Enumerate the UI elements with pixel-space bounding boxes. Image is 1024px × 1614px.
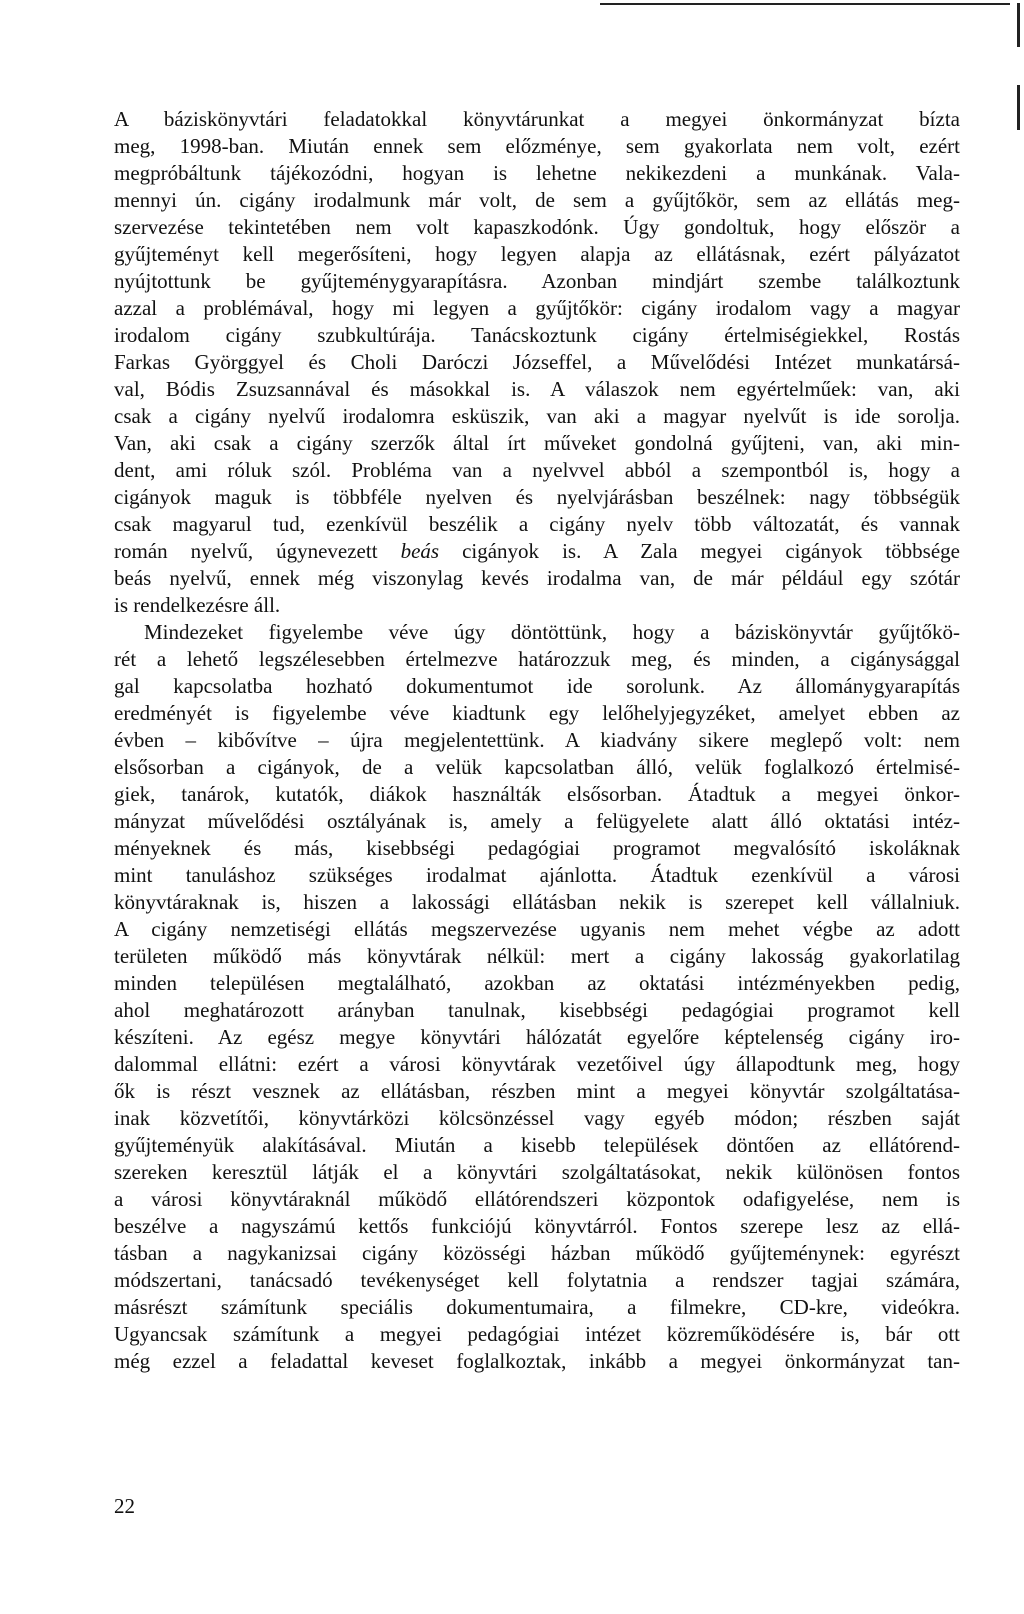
text-line: gyűjteményt kell megerősíteni, hogy legyen alapja az ellátásnak, ezért pályázatot: [114, 242, 960, 266]
text-line: mányzat művelődési osztályának is, amely a felügyelete alatt álló oktatási intéz-: [114, 809, 960, 833]
text-line: román nyelvű, úgynevezett beás cigányok is. A Zala megyei cigányok többsége: [114, 539, 960, 563]
text-line: Van, aki csak a cigány szerzők által írt műveket gondolná gyűjteni, van, aki min-: [114, 431, 960, 455]
text-line: mint tanuláshoz szükséges irodalmat ajánlotta. Átadtuk ezenkívül a városi: [114, 863, 960, 887]
body-text: [114, 106, 960, 1375]
text-line: ők is részt vesznek az ellátásban, részben mint a megyei könyvtár szolgáltatása-: [114, 1079, 960, 1103]
scan-edge-right: [1017, 3, 1020, 47]
text-line: ményeknek és más, kisebbségi pedagógiai programot megvalósító iskoláknak: [114, 836, 960, 860]
text-line: rét a lehető legszélesebben értelmezve határozzuk meg, és minden, a cigánysággal: [114, 647, 960, 671]
text-line: megpróbáltunk tájékozódni, hogyan is lehetne nekikezdeni a munkának. Vala-: [114, 161, 960, 185]
text-line: giek, tanárok, kutatók, diákok használták elsősorban. Átadtuk a megyei önkor-: [114, 782, 960, 806]
text-line: meg, 1998-ban. Miután ennek sem előzménye, sem gyakorlata nem volt, ezért: [114, 134, 960, 158]
text-line: még ezzel a feladattal keveset foglalkoztak, inkább a megyei önkormányzat tan-: [114, 1349, 960, 1373]
text-line: elsősorban a cigányok, de a velük kapcsolatban álló, velük foglalkozó értelmisé-: [114, 755, 960, 779]
text-line: Ugyancsak számítunk a megyei pedagógiai intézet közreműködésére is, bár ott: [114, 1322, 960, 1346]
text-line: területen működő más könyvtárak nélkül: mert a cigány lakosság gyakorlatilag: [114, 944, 960, 968]
text-line: tásban a nagykanizsai cigány közösségi házban működő gyűjteménynek: egyrészt: [114, 1241, 960, 1265]
text-line: csak magyarul tud, ezenkívül beszélik a cigány nyelv több változatát, és vannak: [114, 512, 960, 536]
paragraph: [114, 619, 960, 1375]
text-line: val, Bódis Zsuzsannával és másokkal is. A válaszok nem egyértelműek: van, aki: [114, 377, 960, 401]
paragraph: [114, 106, 960, 619]
text-line: A báziskönyvtári feladatokkal könyvtárunkat a megyei önkormányzat bízta: [114, 107, 960, 131]
text-line: szervezése tekintetében nem volt kapaszkodónk. Úgy gondoltuk, hogy először a: [114, 215, 960, 239]
text-line: gyűjteményük alakításával. Miután a kisebb települések döntően az ellátórend-: [114, 1133, 960, 1157]
text-line: csak a cigány nyelvű irodalomra esküszik, van aki a magyar nyelvűt is ide sorolja.: [114, 404, 960, 428]
text-line: eredményét is figyelembe véve kiadtunk egy lelőhelyjegyzéket, amelyet ebben az: [114, 701, 960, 725]
text-line: másrészt számítunk speciális dokumentumaira, a filmekre, CD-kre, videókra.: [114, 1295, 960, 1319]
text-line: is rendelkezésre áll.: [114, 593, 281, 617]
text-line: inak közvetítői, könyvtárközi kölcsönzéssel vagy egyéb módon; részben saját: [114, 1106, 960, 1130]
text-line: a városi könyvtáraknál működő ellátórendszeri központok odafigyelése, nem is: [114, 1187, 960, 1211]
text-line: azzal a problémával, hogy mi legyen a gyűjtőkör: cigány irodalom vagy a magyar: [114, 296, 960, 320]
text-line: mennyi ún. cigány irodalmunk már volt, de sem a gyűjtőkör, sem az ellátás meg-: [114, 188, 960, 212]
text-line: nyújtottunk be gyűjteménygyarapításra. Azonban mindjárt szembe találkoztunk: [114, 269, 960, 293]
text-line: Mindezeket figyelembe véve úgy döntöttünk, hogy a báziskönyvtár gyűjtőkö-: [144, 620, 960, 644]
text-line: irodalom cigány szubkultúrája. Tanácskoztunk cigány értelmiségiekkel, Rostás: [114, 323, 960, 347]
text-line: Farkas Györggyel és Choli Daróczi Józseffel, a Művelődési Intézet munkatársá-: [114, 350, 960, 374]
text-line: A cigány nemzetiségi ellátás megszervezése ugyanis nem mehet végbe az adott: [114, 917, 960, 941]
text-line: ahol meghatározott arányban tanulnak, kisebbségi pedagógiai programot kell: [114, 998, 960, 1022]
text-line: dent, ami róluk szól. Probléma van a nyelvvel abból a szempontból is, hogy a: [114, 458, 960, 482]
text-line: módszertani, tanácsadó tevékenységet kell folytatnia a rendszer tagjai számára,: [114, 1268, 960, 1292]
text-line: évben – kibővítve – újra megjelentettünk. A kiadvány sikere meglepő volt: nem: [114, 728, 960, 752]
text-line: beszélve a nagyszámú kettős funkciójú könyvtárról. Fontos szerepe lesz az ellá-: [114, 1214, 960, 1238]
text-line: minden településen megtalálható, azokban az oktatási intézményekben pedig,: [114, 971, 960, 995]
text-line: cigányok maguk is többféle nyelven és nyelvjárásban beszélnek: nagy többségük: [114, 485, 960, 509]
text-line: készíteni. Az egész megye könyvtári hálózatát egyelőre képtelenség cigány iro-: [114, 1025, 960, 1049]
text-line: beás nyelvű, ennek még viszonylag kevés irodalma van, de már például egy szótár: [114, 566, 960, 590]
text-line: gal kapcsolatba hozható dokumentumot ide sorolunk. Az állománygyarapítás: [114, 674, 960, 698]
text-line: dalommal ellátni: ezért a városi könyvtárak vezetőivel úgy állapodtunk meg, hogy: [114, 1052, 960, 1076]
scan-edge-top: [600, 3, 1010, 5]
scan-edge-right-lower: [1017, 85, 1020, 130]
page-number: 22: [114, 1494, 135, 1518]
text-line: szereken keresztül látják el a könyvtári szolgáltatásokat, nekik különösen fontos: [114, 1160, 960, 1184]
text-line: könyvtáraknak is, hiszen a lakossági ellátásban nekik is szerepet kell vállalniuk.: [114, 890, 960, 914]
